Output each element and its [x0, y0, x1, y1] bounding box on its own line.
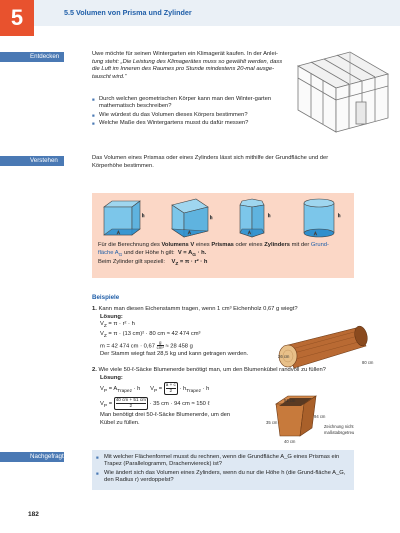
question-item: ■ Welche Maße des Wintergartens musst du dafür messen?: [92, 120, 277, 127]
ex2-text: · h: [132, 386, 141, 393]
ex1-solution-label: Lösung:: [100, 313, 123, 320]
chapter-number: 5: [0, 0, 34, 36]
solid-ag-label-1: A: [117, 230, 120, 235]
ex1-question-text: Kann man diesen Eichenstamm tragen, wenn 1 cm³ Eichenholz 0,67 g wiegt?: [98, 306, 298, 312]
ex2-solution-label: Lösung:: [100, 374, 123, 381]
verstehen-intro: [92, 155, 362, 170]
planter-bottom-label: 40 cm: [284, 439, 296, 444]
ex2-text: Trapez: [117, 389, 132, 395]
nachgefragt-item: ■ Mit welcher Flächenformel musst du rechnen, wenn die Grundfläche A_G eines Prismas ein Trapez (Parallelogramm, Drachenviereck) ist?: [96, 454, 351, 469]
wintergarten-illustration: [292, 44, 392, 139]
ex1-text: V: [100, 321, 104, 328]
planter-top-label: 51 cm: [284, 398, 296, 403]
ex2-text: a + c: [165, 382, 176, 388]
rule-text: Z: [175, 262, 179, 268]
solid-h-label-4: h: [338, 213, 341, 218]
ex2-text: V: [100, 386, 104, 393]
ex1-text: Z: [103, 334, 107, 340]
ex2-fraction-2: [114, 397, 148, 410]
scale-note-line-2: maßstabsgetreu: [324, 430, 355, 435]
log-diameter-label: 26 cm: [278, 354, 290, 359]
ex2-text: =: [107, 401, 114, 407]
rule-text: G: [118, 252, 123, 258]
rule-line-1: [98, 242, 354, 250]
rule-text: Beim Zylinder gilt speziell:: [98, 259, 166, 266]
question-item: ■ Wie würdest du das Volumen dieses Körpers bestimmen?: [92, 112, 277, 119]
rule-text: G: [192, 252, 197, 258]
ex2-text: · 35 cm · 94 cm ≈ 150 ℓ: [147, 401, 210, 407]
intro-line-1: Uwe möchte für seinen Wintergarten ein Klimagerät kaufen. In der Anlei-: [92, 51, 278, 57]
ex1-text: = π · (13 cm)² · 80 cm ≈ 42 474 cm³: [106, 330, 201, 337]
ex2-text: 2: [169, 387, 173, 393]
intro-line-4: tauscht wird.“: [92, 73, 127, 80]
ex1-number: 1.: [92, 306, 97, 312]
rule-text: Volumens V: [161, 242, 195, 248]
rule-text: eines: [194, 242, 212, 248]
ex1-answer: Der Stamm wiegt fast 28,5 kg und kann getragen werden.: [100, 351, 249, 358]
ex2-text: P: [153, 389, 158, 395]
rule-text: Zylinders: [264, 242, 290, 248]
ex1-text: cm³: [156, 345, 164, 351]
rule-text: Prismas: [211, 242, 234, 248]
solid-h-label-3: h: [268, 213, 271, 218]
verstehen-line-2: Körperhöhe bestimmen.: [92, 162, 154, 169]
ex2-text: V: [150, 386, 154, 393]
planter-illustration: [266, 392, 376, 448]
rule-text: oder eines: [233, 242, 265, 248]
tag-entdecken: Entdecken: [0, 52, 64, 62]
ex1-question: [92, 306, 302, 314]
ex1-text: m = 42 474 cm · 0,67: [100, 343, 155, 350]
ex1-fraction: [157, 341, 164, 351]
intro-line-3: die Luft im Inneren des Raumes pro Stunde mindestens 20-mal ausge-: [92, 66, 275, 73]
rule-line-2: [98, 250, 354, 260]
nachgefragt-item: ■ Wie ändert sich das Volumen eines Zylinders, wenn du nur die Höhe h (die Grund-fläche A_G, den Radius r) verdoppelst?: [96, 470, 351, 485]
rule-text: Grund-: [310, 242, 329, 248]
scale-note-line-1: Zeichnung nicht: [324, 424, 354, 429]
verstehen-line-1: Das Volumen eines Prismas oder eines Zylinders lässt sich mithilfe der Grundfläche und der: [92, 155, 329, 161]
rule-text: mit der: [289, 242, 311, 248]
ex2-text: 40 cm + 51 cm: [115, 397, 146, 403]
solid-ag-label-3: A: [248, 230, 251, 235]
rule-text: V = A: [177, 249, 193, 256]
intro-line-2: tung steht: „Die Leistung des Klimagerätes muss so gewählt werden, dass: [92, 58, 283, 65]
ex1-text: V: [100, 330, 104, 337]
rule-text: Für die Berechnung des: [98, 242, 162, 248]
ex2-text: = A: [107, 386, 118, 393]
ex1-text: g: [157, 341, 164, 347]
entdecken-questions: [92, 96, 277, 129]
ex1-text: = π · r² · h: [106, 321, 135, 328]
rule-text: = π · r² · h: [178, 259, 208, 266]
tag-verstehen: Verstehen: [0, 156, 64, 166]
ex2-text: · h: [177, 386, 187, 393]
tag-nachgefragt: Nachgefragt: [0, 452, 64, 462]
rule-text: V: [171, 259, 176, 266]
log-length-label: 80 cm: [362, 360, 374, 365]
page-number: 182: [28, 511, 39, 518]
ex2-number: 2.: [92, 367, 97, 373]
solid-ag-label-2: A: [188, 230, 191, 235]
solid-h-label-1: h: [142, 213, 145, 218]
ex1-text: Z: [103, 324, 107, 330]
solids-illustration: [92, 193, 354, 243]
ex2-fraction-1: [164, 382, 178, 395]
ex2-question-text: Wie viele 50-ℓ-Säcke Blumenerde benötigt man, um den Blumenkübel randvoll zu füllen?: [98, 367, 326, 373]
rule-text: und der Höhe h gilt:: [122, 249, 175, 256]
rule-line-3: [98, 259, 354, 269]
planter-depth-label: 94 cm: [314, 414, 326, 419]
rule-text: · h.: [196, 249, 207, 256]
ex2-text: Trapez: [186, 389, 201, 395]
volume-rule-text: [92, 242, 354, 269]
ex2-question: [92, 367, 354, 375]
ex1-text: ≈ 28 458 g: [163, 343, 193, 350]
entdecken-intro: [92, 51, 292, 81]
header-band: [0, 0, 400, 26]
section-title: 5.5 Volumen von Prisma und Zylinder: [64, 8, 192, 17]
solid-ag-label-4: A: [314, 231, 317, 236]
solid-h-label-2: h: [210, 215, 213, 220]
ex2-answer-line-1: Man benötigt drei 50-ℓ-Säcke Blumenerde, um den: [100, 412, 231, 419]
ex2-answer-line-2: Kübel zu füllen.: [100, 419, 140, 426]
ex2-text: · h: [201, 386, 210, 393]
ex2-text: 2: [129, 402, 133, 408]
examples-heading: Beispiele: [92, 294, 120, 301]
ex2-text: V: [100, 401, 104, 407]
ex2-text: P: [103, 404, 108, 410]
planter-height-label: 35 cm: [266, 420, 278, 425]
nachgefragt-questions: [96, 454, 351, 486]
ex2-text: P: [103, 389, 108, 395]
question-item: ■ Durch welchen geometrischen Körper kann man den Winter-garten mathematisch beschreiben?: [92, 96, 277, 111]
rule-text: fläche A: [98, 249, 119, 256]
ex2-text: =: [157, 386, 164, 393]
